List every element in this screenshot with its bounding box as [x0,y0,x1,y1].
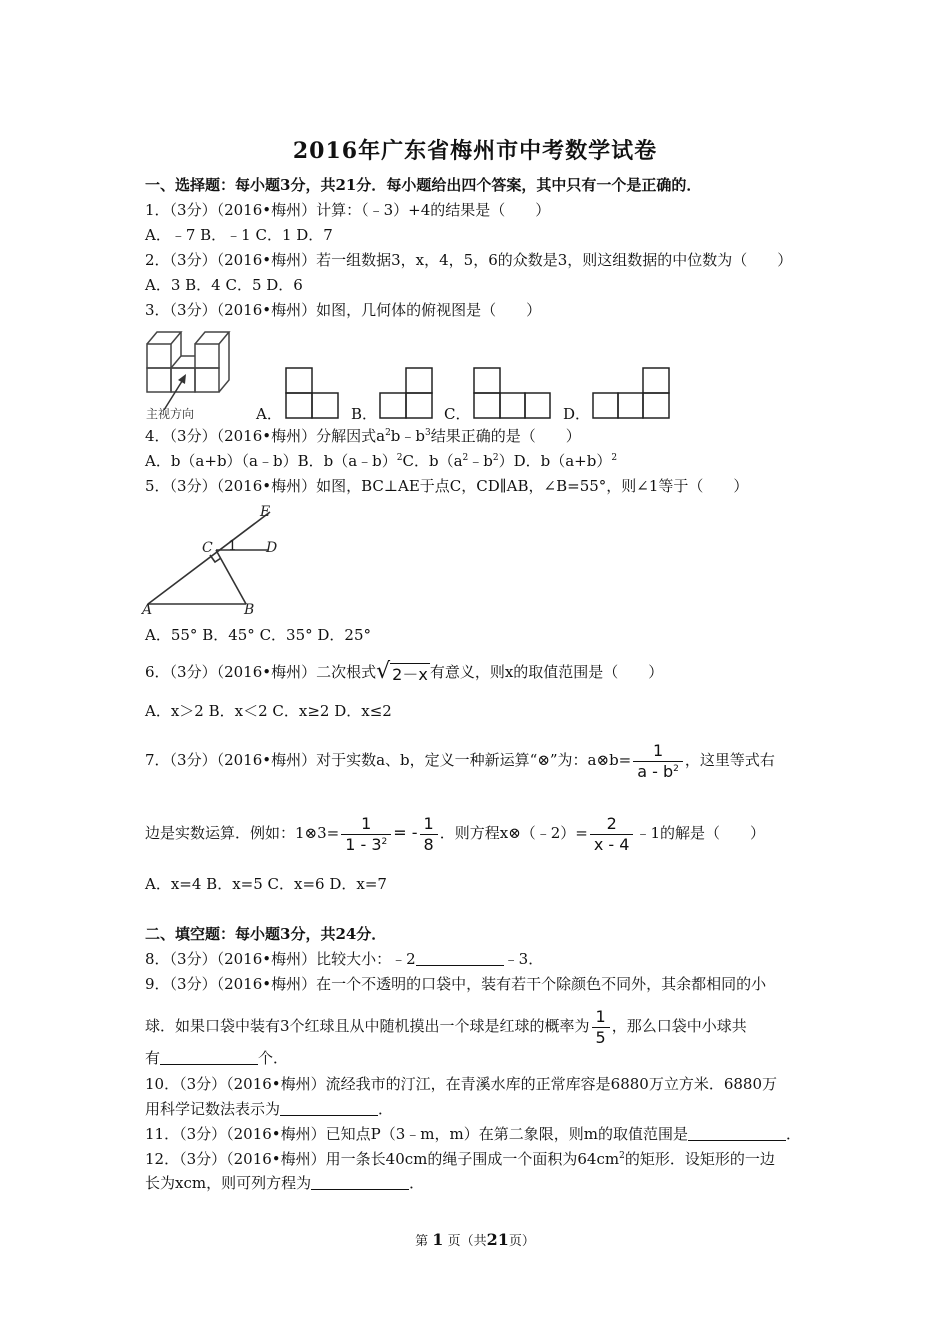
option-a-figure [284,366,342,420]
section-1-heading: 一、选择题：每小题3分，共21分．每小题给出四个答案，其中只有一个是正确的． [145,176,702,194]
question-1-options: A．﹣7 B．﹣1 C．1 D．7 [145,226,333,244]
label-e: E [260,504,271,520]
question-7-line-2: 边是实数运算．例如：1⊗3= $\frac{1}{1 - 3^2}$ = - $\frac{1}{8}$ ．则方程x⊗（﹣2）= $\frac{2}{x - 4}$ ﹣1的解是（ ） [145,813,766,854]
fraction-probability: $\frac{1}{5}$ [592,1007,610,1048]
question-6: 6．（3分）（2016•梅州）二次根式 √ 2－x 有意义，则x的取值范围是（ ） [145,659,664,684]
radical-expression: √ 2－x [376,659,428,684]
question-7-options: A．x=4 B．x=5 C．x=6 D．x=7 [145,875,387,893]
answer-blank [311,1175,409,1190]
question-1: 1．（3分）（2016•梅州）计算：（﹣3）+4的结果是（ ） [145,201,551,219]
question-12-line-2: 长为xcm，则可列方程为 ． [145,1174,425,1192]
answer-blank [160,1050,258,1065]
label-b: B [244,602,255,618]
question-12: 12．（3分）（2016•梅州）用一条长40cm的绳子围成一个面积为$64cm^2$的矩形．设矩形的一边 [145,1150,775,1168]
question-7: 7．（3分）（2016•梅州）对于实数a、b，定义一种新运算“⊗”为：a⊗b= $\frac{1}{a - b^2}$ ，这里等式右 [145,740,775,781]
answer-blank [280,1101,378,1116]
question-11: 11．（3分）（2016•梅州）已知点P（3﹣m，m）在第二象限，则m的取值范围是 ． [145,1125,801,1143]
question-3-solid-figure [144,326,254,421]
question-10-line-2: 用科学记数法表示为 ． [145,1100,394,1118]
section-2-heading: 二、填空题：每小题3分，共24分． [145,925,387,943]
question-6-options: A．x＞2 B．x＜2 C．x≥2 D．x≤2 [145,702,392,720]
question-5-geometry-figure [140,500,290,618]
option-c-figure [472,366,554,420]
fraction-equation: $\frac{2}{x - 4}$ [590,814,634,855]
question-2: 2．（3分）（2016•梅州）若一组数据3，x，4，5，6的众数是3，则这组数据的中位数为（ ） [145,251,793,269]
fraction-definition: $\frac{1}{a - b^2}$ [633,741,683,782]
option-d-figure [591,366,673,420]
question-2-options: A．3 B．4 C．5 D．6 [145,276,303,294]
option-a-label: A． [256,405,282,423]
total-pages: 21 [486,1230,509,1249]
page-title: 2016年广东省梅州市中考数学试卷 [292,138,658,164]
question-10: 10．（3分）（2016•梅州）流经我市的汀江，在青溪水库的正常库容是6880万立方米．6880万 [145,1075,778,1093]
question-4: 4．（3分）（2016•梅州）分解因式$a^2b﹣b^3$结果正确的是（ ） [145,427,581,445]
label-d: D [266,540,278,556]
question-5: 5．（3分）（2016•梅州）如图，BC⊥AE于点C，CD∥AB，∠B=55°，则∠1等于（ ） [145,477,749,495]
question-5-options: A．55° B．45° C．35° D．25° [145,626,372,644]
option-c-label: C． [444,405,471,423]
question-3: 3．（3分）（2016•梅州）如图，几何体的俯视图是（ ） [145,301,542,319]
fraction-example: $\frac{1}{1 - 3^2}$ [341,814,391,855]
label-angle-1: 1 [228,538,237,554]
question-4-options: A．b（a+b）（a﹣b）B．b（a﹣b）$^2$C．$b(a^2﹣b^2)D$．$b(a+b)^2$ [145,452,618,470]
question-8: 8．（3分）（2016•梅州）比较大小：﹣2 ﹣3． [145,950,544,968]
answer-blank [416,951,504,966]
label-a: A [142,602,153,618]
question-9-line-2: 球．如果口袋中装有3个红球且从中随机摸出一个球是红球的概率为 $\frac{1}{5}$ ，那么口袋中小球共 [145,1006,747,1047]
question-9-line-3: 有 个． [145,1049,289,1067]
label-c: C [202,540,213,556]
page-number: 1 [432,1230,444,1249]
option-b-figure [378,366,436,420]
answer-blank [688,1126,786,1141]
question-9: 9．（3分）（2016•梅州）在一个不透明的口袋中，装有若干个除颜色不同外，其余都相同的小 [145,975,767,993]
option-d-label: D． [563,405,591,423]
page-footer: 第 1 页（共21页） [415,1230,535,1249]
option-b-label: B． [351,405,378,423]
fraction-result: $\frac{1}{8}$ [420,814,438,855]
view-direction-label: 主视方向 [146,407,195,421]
